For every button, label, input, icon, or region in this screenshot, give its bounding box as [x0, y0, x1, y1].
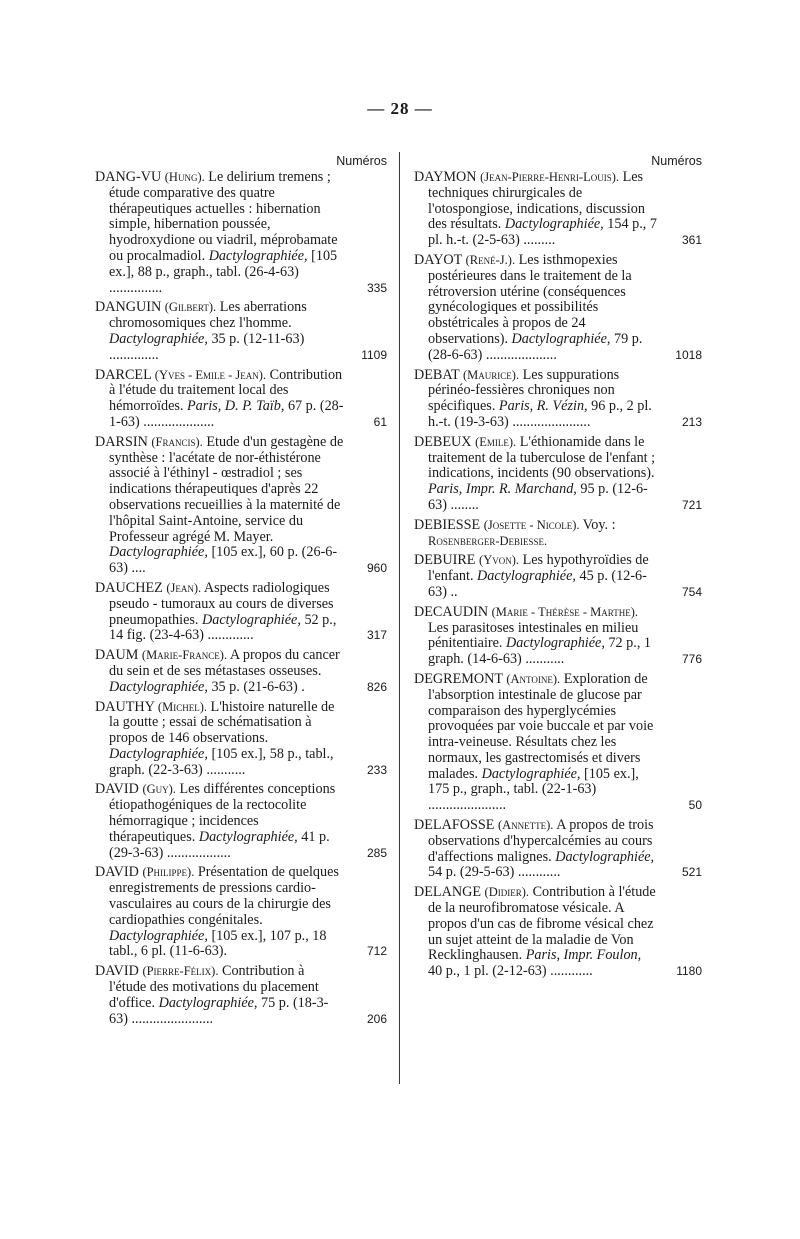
publication-details: 67 p. (28-1-63) [109, 398, 344, 430]
dot-leader: ............ [546, 963, 593, 980]
page-number: — 28 — [367, 99, 433, 118]
author-given-name: (Didier). [484, 885, 530, 900]
author-given-name: (Yves - Emile - Jean). [154, 367, 267, 382]
author-given-name: (Pierre-Félix). [142, 964, 219, 979]
dot-leader: ........... [521, 651, 565, 668]
bibliography-entry [95, 300, 387, 363]
entry-number: 317 [366, 628, 387, 643]
entry-text [95, 169, 345, 296]
entry-text [95, 781, 345, 861]
dot-leader: ...................... [428, 797, 507, 814]
author-surname: DAVID [95, 781, 139, 798]
bibliography-entry [95, 865, 387, 960]
author-surname: DEBAT [414, 366, 460, 383]
bibliography-entry [414, 435, 702, 514]
thesis-title: Les aberrations chromosomiques chez l'homme. [109, 299, 307, 332]
publication-source: Dactylographiée, [555, 848, 655, 865]
entry-text [414, 251, 657, 364]
author-surname: DEBIESSE [414, 516, 481, 533]
entry-text [414, 433, 657, 514]
entry-number: 285 [366, 845, 387, 860]
bibliography-entry [95, 435, 387, 577]
entry-number: 1180 [676, 964, 702, 979]
publication-details: 40 p., 1 pl. (2-12-63) [428, 963, 547, 980]
entry-text [95, 698, 345, 779]
publication-details: 54 p. (29-5-63) [428, 864, 515, 881]
dot-leader: ...................... [508, 413, 591, 430]
entry-text [95, 366, 345, 431]
bibliography-entry [414, 253, 702, 364]
right-column [414, 152, 702, 984]
publication-details: 72 p., 1 graph. (14-6-63) [428, 635, 651, 668]
entry-text [414, 552, 657, 600]
publication-details: 52 p., 14 fig. (23-4-63) [109, 611, 337, 644]
author-surname: DEBEUX [414, 433, 472, 450]
author-given-name: (Emile). [475, 434, 517, 449]
author-surname: DEBUIRE [414, 552, 476, 569]
entry-number: 335 [366, 280, 387, 295]
thesis-title: Les isthmopexies postérieures dans le traitement de la rétroversion utérine (conséquences gynécologiques et possibilités obstétricales à propos de 24 observations). [428, 251, 632, 347]
author-surname: DARCEL [95, 366, 152, 383]
entry-number: 213 [681, 414, 702, 429]
dot-leader: ........ [446, 496, 479, 513]
publication-details: 79 p. (28-6-63) [428, 330, 643, 363]
thesis-title: Etude d'un gestagène de synthèse : l'acétate de nor-éthistérone associé à l'éthinyl - œstradiol ; ses indications thérapeutiques d'après 22 observations recueillies à la maternité de l'hôpital Saint-Antoine, service du Professeur agrégé M. Mayer. [109, 433, 344, 545]
author-surname: DAVID [95, 864, 139, 881]
entry-text [414, 366, 657, 431]
bibliography-entry [95, 964, 387, 1027]
cross-reference: Rosenberger-Debiesse. [428, 533, 548, 548]
thesis-title: L'éthionamide dans le traitement de la tuberculose de l'enfant ; indications, incidents (90 observations). [428, 433, 656, 482]
author-surname: DAVID [95, 963, 139, 980]
entry-number: 712 [366, 944, 387, 959]
column-divider [399, 152, 400, 1084]
author-surname: DECAUDIN [414, 603, 489, 620]
thesis-title: Le delirium tremens ; étude comparative des quatre thérapeutiques actuelles : hibernation simple, hibernation poussée, hyodroxydione ou viadril, méprobamate ou procalmadiol. [109, 169, 338, 264]
entry-number: 776 [681, 652, 702, 667]
author-given-name: (Maurice). [463, 367, 520, 382]
entry-number: 521 [681, 865, 702, 880]
thesis-title: Les hypothyroïdies de l'enfant. [428, 552, 649, 585]
author-surname: DAYOT [414, 251, 463, 268]
publication-details: [105 ex.], 88 p., graph., tabl. (26-4-63) [109, 247, 338, 280]
author-given-name: (Jean-Pierre-Henri-Louis). [480, 170, 620, 184]
entry-number: 1018 [675, 347, 702, 362]
dot-leader: .. [446, 583, 458, 600]
publication-source: Paris, Impr. Foulon, [525, 947, 642, 964]
bibliography-entry [95, 368, 387, 431]
author-surname: DAYMON [414, 169, 477, 185]
bibliography-entry [95, 782, 387, 861]
publication-details: 35 p. (21-6-63) [207, 678, 298, 695]
author-given-name: (Francis). [151, 434, 203, 449]
publication-source: Dactylographiée, [109, 745, 208, 762]
thesis-title: L'histoire naturelle de la goutte ; essai de schématisation à propos de 146 observations. [109, 698, 335, 747]
author-surname: DANG-VU [95, 169, 162, 185]
publication-source: Dactylographiée, [481, 765, 581, 782]
bibliography-entry [95, 700, 387, 779]
dot-leader: ....................... [127, 1010, 214, 1027]
column-header-numeros: Numéros [336, 154, 387, 168]
dot-leader: ........... [202, 761, 246, 778]
thesis-title: Les différentes conceptions étiopathogéniques de la rectocolite hémorragique ; incidences thérapeutiques. [109, 781, 336, 845]
thesis-title: A propos de trois observations d'hypercalcémies au cours d'affections malignes. [428, 817, 654, 865]
author-given-name: (Gilbert). [164, 300, 217, 315]
entry-number: 1109 [361, 347, 387, 362]
publication-details: 75 p. (18-3-63) [109, 994, 329, 1027]
publication-source: Dactylographiée, [477, 568, 576, 585]
publication-source: Dactylographiée, [109, 330, 208, 347]
publication-details: [105 ex.], 107 p., 18 tabl., 6 pl. (11-6-63). [109, 927, 327, 960]
publication-source: Dactylographiée, [109, 678, 208, 695]
publication-source: Paris, R. Vézin, [498, 398, 588, 415]
author-given-name: (Michel). [157, 699, 207, 714]
dot-leader: .................. [163, 844, 231, 861]
thesis-title: Les parasitoses intestinales en milieu pénitentiaire. [428, 619, 639, 652]
publication-details: [105 ex.], 60 p. (26-6-63) [109, 544, 338, 577]
entry-text [414, 603, 657, 668]
bibliography-entry [414, 170, 702, 249]
author-surname: DAUM [95, 647, 139, 664]
entry-number: 233 [366, 762, 387, 777]
entry-text [95, 579, 345, 644]
left-entries-list [95, 170, 387, 1027]
author-given-name: (René-J.). [465, 252, 516, 267]
entry-text [95, 433, 345, 577]
dot-leader: ......... [519, 232, 556, 249]
publication-source: Dactylographiée, [208, 247, 308, 264]
thesis-title: Aspects radiologiques pseudo - tumoraux au cours de diverses pneumopathies. [109, 579, 334, 628]
left-column [95, 152, 387, 1031]
author-given-name: (Yvon). [479, 553, 520, 568]
publication-details: 35 p. (12-11-63) [207, 330, 305, 347]
publication-details: 154 p., 7 pl. h.-t. (2-5-63) [428, 216, 657, 249]
author-surname: DARSIN [95, 433, 148, 450]
bibliography-entry [414, 518, 702, 550]
publication-details: [105 ex.], 175 p., graph., tabl. (22-1-63) [428, 765, 639, 798]
dot-leader: .............. [109, 346, 159, 363]
thesis-title: Exploration de l'absorption intestinale de glucose par comparaison des hyperglycémies provoquées par voie buccale et par voie intra-veineuse. Résultats chez les normaux, les gastrectomisés et divers malades. [428, 670, 654, 782]
publication-source: Paris, Impr. R. Marchand, [428, 481, 577, 498]
entry-text [414, 670, 657, 814]
thesis-title: Les techniques chirurgicales de l'otospongiose, indications, discussion des résultats. [428, 169, 645, 233]
dot-leader: ............ [514, 864, 561, 881]
author-given-name: (Marie - Thérèse - Marthe). [491, 604, 639, 619]
publication-source: Dactylographiée, [506, 635, 605, 652]
entry-text [95, 963, 345, 1027]
entry-text [95, 864, 345, 960]
author-surname: DANGUIN [95, 299, 162, 316]
entry-number: 61 [373, 414, 387, 429]
author-given-name: (Josette - Nicole). [483, 517, 580, 532]
publication-details: 41 p. (29-3-63) [109, 828, 330, 861]
thesis-title: A propos du cancer du sein et de ses métastases osseuses. [109, 647, 340, 679]
entry-number: 826 [366, 679, 387, 694]
publication-details: 96 p., 2 pl. h.-t. (19-3-63) [428, 398, 652, 430]
bibliography-entry [414, 885, 702, 980]
author-surname: DELAFOSSE [414, 817, 495, 834]
author-given-name: (Guy). [142, 782, 176, 797]
author-given-name: (Annette). [497, 818, 554, 833]
thesis-title: Les suppurations périnéo-fessières chroniques non spécifiques. [428, 366, 620, 415]
entry-text [95, 299, 345, 363]
thesis-title: Contribution à l'étude du traitement local des hémorroïdes. [109, 366, 343, 415]
publication-source: Dactylographiée, [109, 927, 208, 944]
bibliography-entry [95, 648, 387, 695]
entry-number: 206 [366, 1011, 387, 1026]
entry-text [414, 169, 657, 249]
column-header-numeros: Numéros [651, 154, 702, 168]
publication-details: [105 ex.], 58 p., tabl., graph. (22-3-63) [109, 745, 334, 778]
bibliography-entry [95, 170, 387, 296]
dot-leader: .... [127, 560, 146, 577]
entry-number: 960 [366, 561, 387, 576]
publication-source: Paris, D. P. Taïb, [187, 398, 285, 415]
entry-number: 50 [688, 798, 702, 813]
thesis-title: Contribution à l'étude de la neurofibromatose vésicale. A propos d'un cas de fibrome vésical chez un sujet atteint de la maladie de Von Recklinghausen. [428, 884, 656, 964]
bibliography-entry [414, 368, 702, 431]
publication-source: Dactylographiée, [198, 828, 298, 845]
thesis-title: Contribution à l'étude des motivations du placement d'office. [109, 963, 319, 1011]
author-given-name: (Marie-France). [141, 648, 228, 663]
dot-leader: ............. [203, 627, 254, 644]
entry-number: 721 [681, 497, 702, 512]
entry-text [414, 817, 657, 881]
author-surname: DEGREMONT [414, 670, 503, 687]
right-entries-list [414, 170, 702, 980]
publication-source: Dactylographiée, [202, 611, 301, 628]
entry-text [95, 647, 345, 695]
author-given-name: (Antoine). [506, 671, 561, 686]
dot-leader: .................... [482, 346, 557, 363]
bibliography-entry [95, 581, 387, 644]
author-surname: DAUCHEZ [95, 579, 163, 596]
entry-text [414, 884, 657, 980]
author-given-name: (Hung). [164, 170, 205, 184]
entry-number: 361 [681, 233, 702, 248]
thesis-title: Voy. : [579, 516, 616, 533]
bibliography-entry [414, 605, 702, 668]
publication-source: Dactylographiée, [109, 544, 208, 561]
author-surname: DAUTHY [95, 698, 155, 715]
publication-details: 45 p. (12-6-63) [428, 568, 647, 600]
publication-source: Dactylographiée, [511, 330, 611, 347]
dot-leader: .................... [139, 413, 215, 430]
bibliography-entry [414, 553, 702, 600]
publication-details: 95 p. (12-6-63) [428, 481, 648, 513]
author-given-name: (Philippe). [142, 865, 195, 880]
bibliography-entry [414, 818, 702, 881]
dot-leader: . [297, 678, 305, 695]
publication-source: Dactylographiée, [158, 994, 258, 1011]
entry-number: 754 [681, 584, 702, 599]
author-given-name: (Jean). [166, 580, 202, 595]
entry-text [414, 516, 657, 550]
publication-source: Dactylographiée, [504, 216, 604, 233]
bibliography-entry [414, 672, 702, 814]
dot-leader: ............... [109, 279, 163, 296]
author-surname: DELANGE [414, 884, 481, 901]
thesis-title: Présentation de quelques enregistrements de pressions cardio-vasculaires au cours de la chirurgie des cardiopathies congénitales. [109, 864, 339, 928]
